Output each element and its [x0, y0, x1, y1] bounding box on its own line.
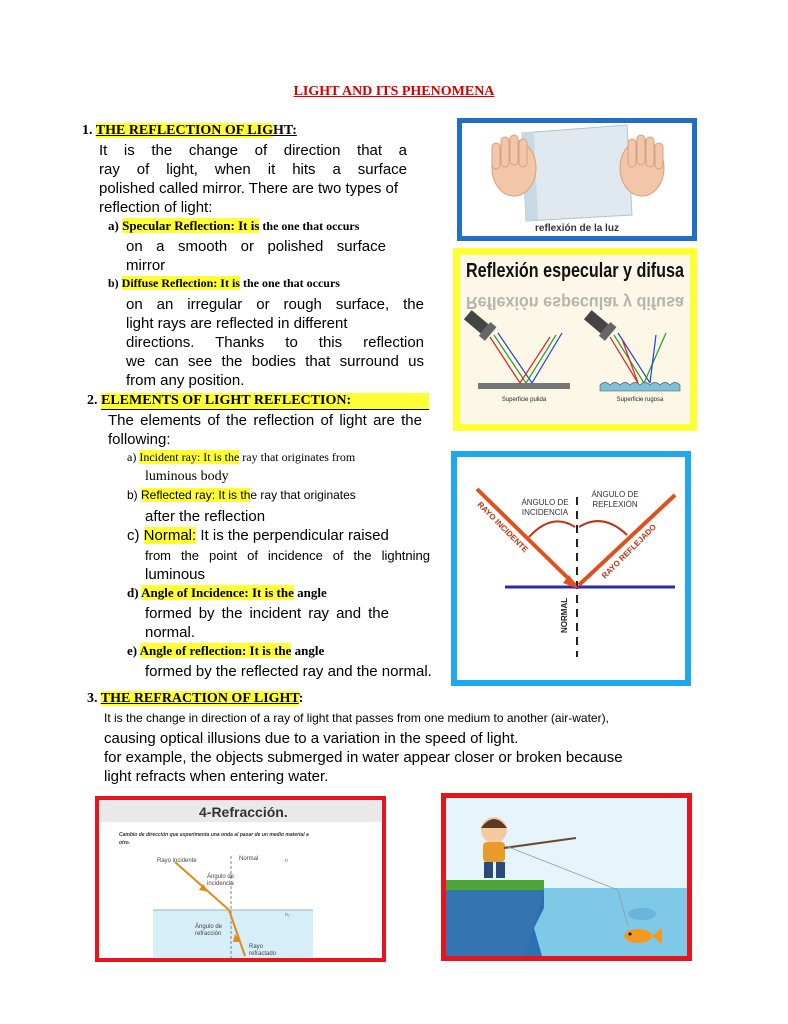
text-line: causing optical illusions due to a variation in the speed of light. [104, 730, 519, 747]
figure-title: Reflexión especular y difusa [466, 260, 685, 282]
item-prefix: a) [108, 218, 119, 233]
text-line: following: [108, 431, 171, 448]
item-prefix: c) [127, 527, 140, 544]
text-line: on an irregular or rough surface, the [126, 296, 424, 313]
item-prefix: e) [127, 643, 138, 658]
refraction-text-line-1: It is the change in direction of a ray of light that passes from one medium to another (air-water), [104, 711, 609, 725]
figure-title: 4-Refracción. [199, 804, 288, 820]
specular-diffuse-illustration [460, 255, 690, 424]
angle-incidence-label-2: INCIDENCIA [521, 508, 569, 517]
medium-1-label: n [285, 858, 288, 864]
angle-incidence-text [145, 604, 389, 642]
figure-reflection-law [451, 451, 691, 686]
figure-fishing-refraction [441, 793, 692, 961]
specular-reflection-item [108, 218, 359, 234]
section-2-paragraph [108, 411, 422, 449]
angle-reflection-item [127, 643, 324, 659]
text-line: from the point of incidence of the lightning [145, 548, 430, 563]
item-prefix: b) [127, 488, 138, 502]
item-highlight: Specular Reflection: It is [122, 218, 260, 233]
incident-ray-item [127, 450, 355, 465]
text-line: for example, the objects submerged in water appear closer or broken because [104, 749, 623, 766]
section-3-heading [87, 691, 303, 707]
section-number: 3. [87, 691, 98, 706]
text-line: normal. [145, 624, 196, 641]
refraction-diagram [99, 800, 382, 958]
diffuse-reflection-item [108, 276, 340, 291]
item-rest: angle [293, 585, 327, 600]
incident-ray-label: Rayo incidente [157, 858, 197, 864]
section-1-paragraph [99, 141, 407, 217]
text-line: light rays are reflected in different [126, 315, 348, 332]
heading-highlight: ELEMENTS OF LIGHT REFLECTION: [101, 393, 429, 410]
item-highlight: Normal: [143, 527, 197, 544]
angle-incidence-label-2: incidencia [207, 881, 234, 887]
section-number: 2. [87, 393, 98, 408]
text-line: The elements of the reflection of light are the [108, 412, 422, 429]
hands-mirror-illustration [462, 123, 692, 236]
item-highlight: Angle of Incidence: It is the [141, 585, 294, 600]
medium-2-label: n₂ [285, 912, 290, 918]
figure-description-2: otro. [119, 840, 131, 846]
text-line: light refracts when entering water. [104, 768, 329, 785]
angle-refraction-label-2: refracción [195, 931, 222, 937]
incident-ray-text: luminous body [145, 469, 229, 484]
item-rest: ray that originates from [239, 450, 356, 464]
diffuse-reflection-text [126, 295, 424, 390]
page-title: LIGHT AND ITS PHENOMENA [293, 84, 495, 99]
reflected-ray-label: RAYO REFLEJADO [600, 522, 659, 581]
item-rest: e ray that originates [250, 488, 356, 502]
figure-reflection-hands [457, 118, 697, 241]
item-prefix: d) [127, 585, 139, 600]
angle-incidence-label-1: Ángulo de [207, 874, 235, 880]
text-line: we can see the bodies that surround us [126, 353, 424, 370]
section-number: 1. [82, 123, 93, 138]
item-highlight: Reflected ray: It is th [141, 488, 251, 502]
text-line: luminous [145, 566, 206, 583]
normal-text [145, 546, 430, 584]
fishing-illustration [446, 798, 687, 956]
item-rest: It is the perpendicular raised [196, 527, 389, 544]
heading-highlight: THE REFRACTION OF LIGHT [100, 691, 299, 706]
item-prefix: b) [108, 276, 119, 290]
item-rest: the one that occurs [259, 219, 360, 233]
reflected-ray-text: after the reflection [145, 508, 266, 525]
specular-reflection-text [126, 237, 386, 275]
figure-specular-diffuse [453, 248, 697, 431]
figure-refraction [95, 796, 386, 962]
figure-title-mirror: Reflexión especular y difusa [466, 292, 685, 313]
section-3-paragraph [104, 729, 623, 786]
reflection-law-diagram [457, 457, 685, 680]
figure-caption: reflexión de la luz [535, 223, 619, 234]
text-line: on a smooth or polished surface [126, 238, 386, 255]
angle-reflection-text: formed by the reflected ray and the normal. [145, 663, 432, 680]
heading-highlight: THE REFLECTION OF LIG [95, 123, 273, 138]
text-line: formed by the incident ray and the [145, 605, 389, 622]
refracted-ray-label-1: Rayo [249, 944, 264, 950]
label-polished-surface: Superficie pulida [501, 397, 547, 403]
incident-ray-label: RAYO INCIDENTE [475, 500, 530, 555]
section-1-heading [82, 123, 297, 139]
normal-item [127, 526, 389, 545]
angle-reflection-label-2: REFLEXIÓN [592, 500, 638, 509]
item-rest: angle [291, 643, 325, 658]
reflected-ray-item [127, 488, 356, 502]
item-highlight: Incident ray: It is the [139, 450, 240, 464]
angle-reflection-label-1: ÁNGULO DE [591, 490, 639, 499]
figure-description-1: Cambio de dirección que experimenta una onda al pasar de un medio material a [119, 832, 309, 838]
item-rest: the one that occurs [239, 276, 340, 290]
text-line: polished called mirror. There are two types of [99, 180, 399, 197]
text-line: directions. Thanks to this reflection [126, 334, 424, 351]
text-line: It is the change of direction that a [99, 142, 407, 159]
label-rough-surface: Superficie rugosa [616, 397, 664, 403]
text-line: ray of light, when it hits a surface [99, 161, 407, 178]
normal-label: NORMAL [560, 597, 569, 633]
angle-incidence-item [127, 585, 327, 601]
normal-label: Normal [239, 856, 259, 862]
heading-rest: : [298, 691, 304, 706]
item-highlight: Angle of reflection: It is the [139, 643, 292, 658]
text-line: reflection of light: [99, 199, 213, 216]
text-line: mirror [126, 257, 166, 274]
text-line: from any position. [126, 372, 245, 389]
heading-rest: HT: [273, 123, 297, 138]
item-highlight: Diffuse Reflection: It is [121, 276, 240, 290]
item-prefix: a) [127, 450, 137, 464]
refracted-ray-label-2: refractado [249, 951, 277, 957]
angle-incidence-label-1: ÁNGULO DE [521, 498, 569, 507]
angle-refraction-label-1: Ángulo de [195, 924, 223, 930]
section-2-heading [87, 393, 429, 410]
